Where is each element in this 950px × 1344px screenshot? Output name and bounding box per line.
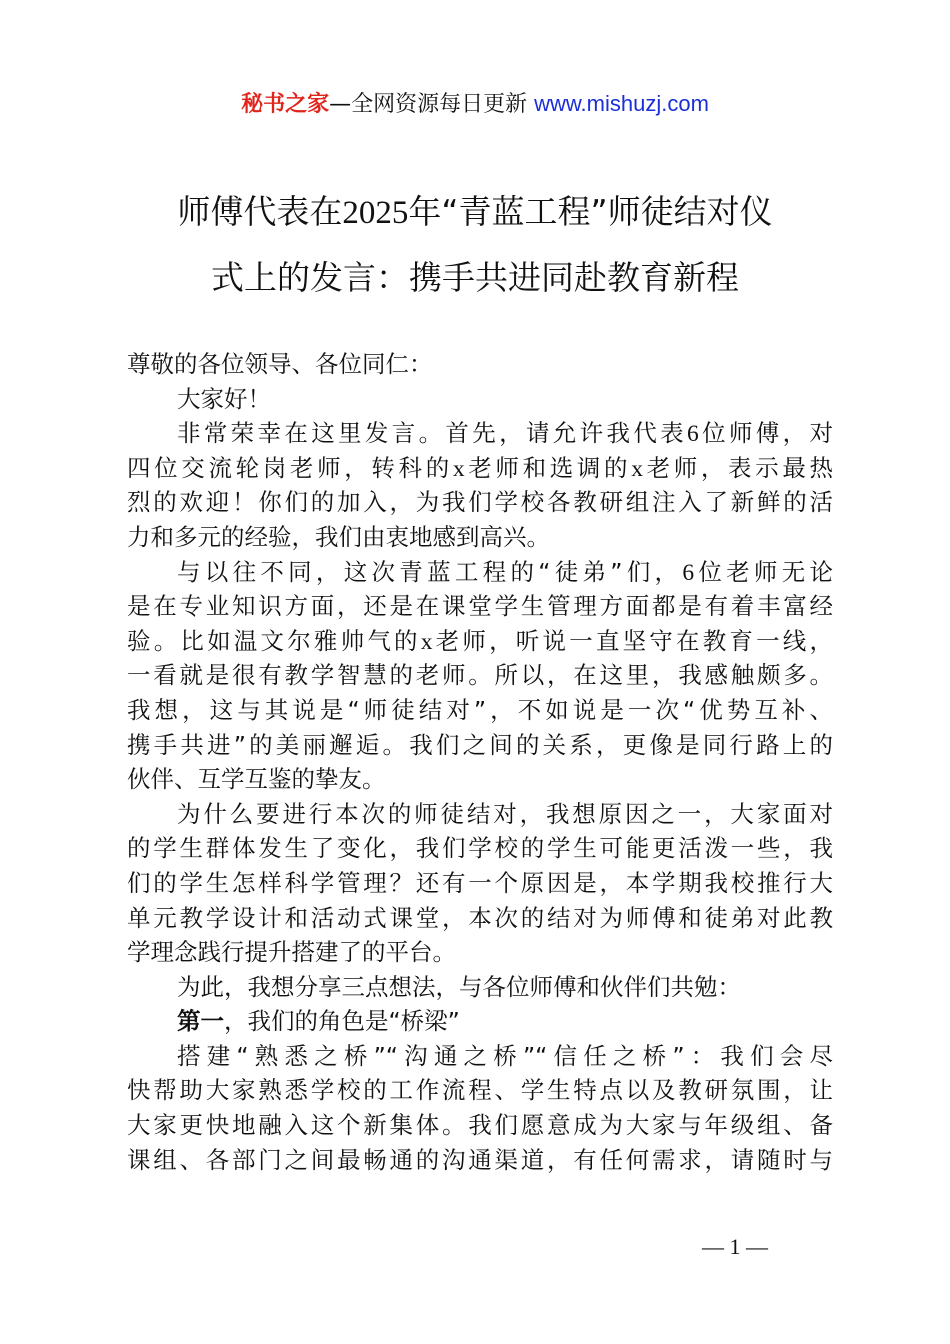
paragraph-line: 为此，我想分享三点想法，与各位师傅和伙伴们共勉： [177,972,741,1001]
title-text: 年“青蓝工程”师徒结对仪 [408,192,773,231]
text-run: 非常荣幸在这里发言。首先，请允许我代表 [177,419,688,448]
text-run: x [452,455,465,482]
section-heading [127,1004,833,1039]
paragraph-line: 学理念践行提升搭建了的平台。 [127,938,456,967]
paragraph-line [127,555,833,590]
text-run: 与以往不同，这次青蓝工程的“徒弟”们， [177,557,683,586]
text-run: 6 [682,559,695,586]
text-run: 老师和选调的 [464,453,632,482]
paragraph-line: 力和多元的经验，我们由衷地感到高兴。 [127,522,550,551]
paragraph-line: 大家更快地融入这个新集体。我们愿意成为大家与年级组、备 [127,1111,833,1140]
paragraph-line: 们的学生怎样科学管理？还有一个原因是，本学期我校推行大 [127,868,833,897]
header-tagline: —全网资源每日更新 [329,92,535,117]
title-year: 2025 [342,195,409,231]
paragraph-line: 快帮助大家熟悉学校的工作流程、学生特点以及教研氛围，让 [127,1076,833,1105]
paragraph-line: 搭建“熟悉之桥”“沟通之桥”“信任之桥”：我们会尽 [177,1041,833,1070]
title-text: 师傅代表在 [177,192,343,231]
site-header [0,86,950,123]
brand-name: 秘书之家 [241,92,330,117]
paragraph-line: 课组、各部门之间最畅通的沟通渠道，有任何需求，请随时与 [127,1145,833,1174]
document-title-line-1 [110,190,840,235]
text-run: x [420,628,433,655]
section-number: 第一 [177,1007,224,1036]
paragraph-line [127,416,833,451]
section-heading-text: ，我们的角色是“桥梁” [224,1007,460,1036]
paragraph-line: 我想，这与其说是“师徒结对”，不如说是一次“优势互补、 [127,695,833,724]
paragraph-line: 一看就是很有教学智慧的老师。所以，在这里，我感触颇多。 [127,661,833,690]
text-run: 位老师无论 [694,557,833,586]
greeting: 大家好！ [177,384,271,413]
paragraph-line: 携手共进”的美丽邂逅。我们之间的关系，更像是同行路上的 [127,730,833,759]
paragraph-line: 的学生群体发生了变化，我们学校的学生可能更活泼一些，我 [127,834,833,863]
paragraph-line: 是在专业知识方面，还是在课堂学生管理方面都是有着丰富经 [127,592,833,621]
text-run: 四位交流轮岗老师，转科的 [127,453,453,482]
paragraph-line [127,624,833,659]
site-url[interactable]: www.mishuzj.com [534,91,709,116]
text-run: 老师，表示最热 [642,453,833,482]
document-title-line-2: 式上的发言：携手共进同赴教育新程 [211,258,739,297]
text-run: 6 [687,421,699,448]
salutation: 尊敬的各位领导、各位同仁： [127,350,433,378]
paragraph-line [127,451,833,486]
text-run: x [631,455,643,482]
paragraph-line: 伙伴、互学互鉴的挚友。 [127,765,386,794]
paragraph-line: 单元教学设计和活动式课堂，本次的结对为师傅和徒弟对此教 [127,903,833,932]
text-run: 验。比如温文尔雅帅气的 [127,626,421,655]
speech-body [127,347,833,1177]
text-run: 老师，听说一直坚守在教育一线， [432,626,833,655]
page-number: — 1 — [702,1234,768,1259]
paragraph-line: 为什么要进行本次的师徒结对，我想原因之一，大家面对 [177,799,833,828]
text-run: 位师傅，对 [698,419,833,448]
paragraph-line: 烈的欢迎！你们的加入，为我们学校各教研组注入了新鲜的活 [127,488,833,517]
